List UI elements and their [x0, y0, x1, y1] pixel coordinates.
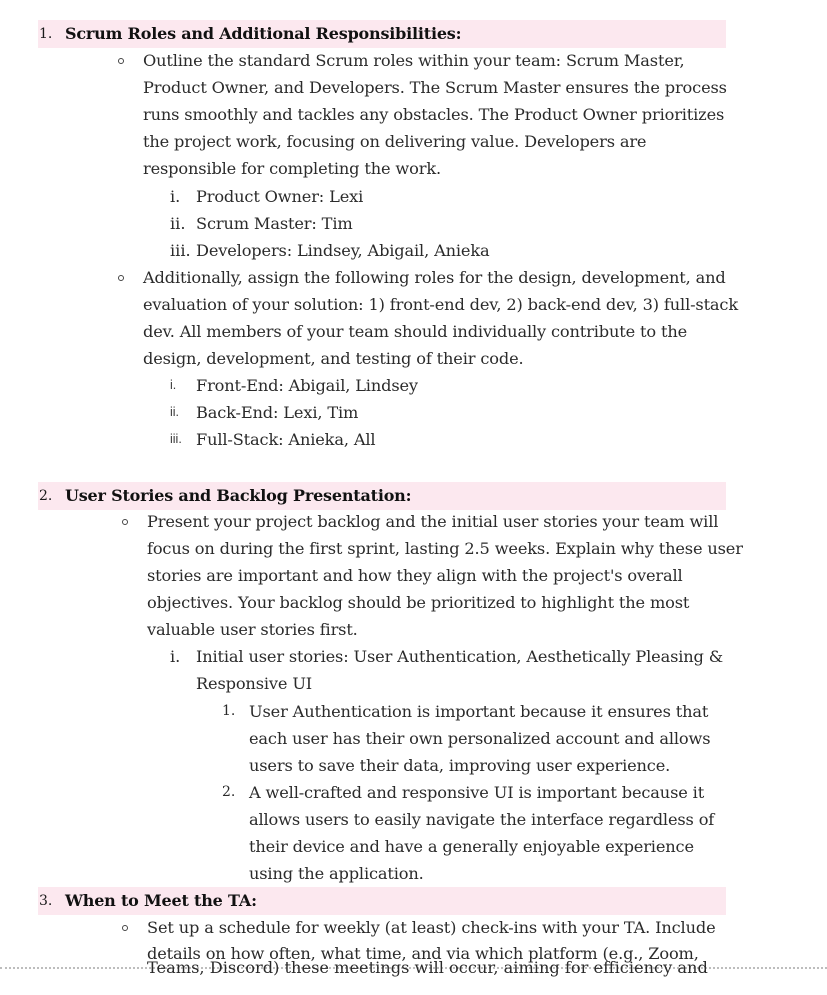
paragraph-line: Outline the standard Scrum roles within your team: Scrum Master, — [143, 51, 685, 70]
list-item: Initial user stories: User Authentication, Aesthetically Pleasing & — [196, 647, 724, 666]
section-2-title: User Stories and Backlog Presentation: — [65, 486, 412, 505]
list-marker: iii. — [170, 241, 191, 260]
list-item: Developers: Lindsey, Abigail, Anieka — [196, 241, 490, 260]
list-item: Front-End: Abigail, Lindsey — [196, 376, 418, 395]
paragraph-line: Product Owner, and Developers. The Scrum Master ensures the process — [143, 78, 727, 97]
list-item: User Authentication is important because it ensures that — [249, 702, 709, 721]
paragraph-line: responsible for completing the work. — [143, 159, 441, 178]
list-marker: ii. — [170, 214, 186, 233]
section-3-title: When to Meet the TA: — [65, 891, 257, 910]
list-item: each user has their own personalized account and allows — [249, 729, 711, 748]
paragraph-line: runs smoothly and tackles any obstacles. The Product Owner prioritizes — [143, 105, 725, 124]
section-1-number: 1. — [39, 26, 53, 42]
paragraph-line: stories are important and how they align with the project's overall — [147, 566, 683, 585]
hollow-bullet-icon — [118, 275, 124, 281]
section-2-number: 2. — [39, 488, 53, 504]
cut-off-text: Teams, Discord) these meetings will occur, aiming for efficiency and — [147, 958, 708, 977]
paragraph-line: focus on during the first sprint, lasting 2.5 weeks. Explain why these user — [147, 539, 743, 558]
paragraph-line: Set up a schedule for weekly (at least) check-ins with your TA. Include — [147, 918, 716, 937]
paragraph-line: Present your project backlog and the initial user stories your team will — [147, 512, 719, 531]
list-item: their device and have a generally enjoyable experience — [249, 837, 694, 856]
list-item: using the application. — [249, 864, 424, 883]
paragraph-line: dev. All members of your team should individually contribute to the — [143, 322, 688, 341]
hollow-bullet-icon — [122, 519, 128, 525]
list-item: allows users to easily navigate the interface regardless of — [249, 810, 715, 829]
list-marker: 1. — [222, 703, 236, 719]
list-marker: i. — [170, 187, 181, 206]
list-marker: i. — [170, 647, 181, 666]
paragraph-line: objectives. Your backlog should be prioritized to highlight the most — [147, 593, 690, 612]
paragraph-line: valuable user stories first. — [147, 620, 358, 639]
paragraph-line: the project work, focusing on delivering value. Developers are — [143, 132, 647, 151]
paragraph-line: evaluation of your solution: 1) front-end dev, 2) back-end dev, 3) full-stack — [143, 295, 739, 314]
paragraph-line: design, development, and testing of their code. — [143, 349, 524, 368]
list-item: users to save their data, improving user experience. — [249, 756, 671, 775]
hollow-bullet-icon — [122, 925, 128, 931]
paragraph-line: details on how often, what time, and via which platform (e.g., Zoom, — [147, 944, 699, 963]
list-item: A well-crafted and responsive UI is important because it — [249, 783, 705, 802]
list-item: Responsive UI — [196, 674, 313, 693]
list-marker: ii. — [170, 405, 180, 419]
list-item: Product Owner: Lexi — [196, 187, 364, 206]
section-3-number: 3. — [39, 893, 53, 909]
list-item: Scrum Master: Tim — [196, 214, 353, 233]
hollow-bullet-icon — [118, 58, 124, 64]
list-marker: i. — [170, 378, 177, 392]
list-marker: 2. — [222, 784, 236, 800]
list-marker: iii. — [170, 432, 182, 446]
cut-off-paragraph-line — [147, 958, 708, 977]
paragraph-line: Additionally, assign the following roles for the design, development, and — [143, 268, 726, 287]
list-item: Back-End: Lexi, Tim — [196, 403, 359, 422]
list-item: Full-Stack: Anieka, All — [196, 430, 376, 449]
section-1-title: Scrum Roles and Additional Responsibilities: — [65, 24, 462, 43]
